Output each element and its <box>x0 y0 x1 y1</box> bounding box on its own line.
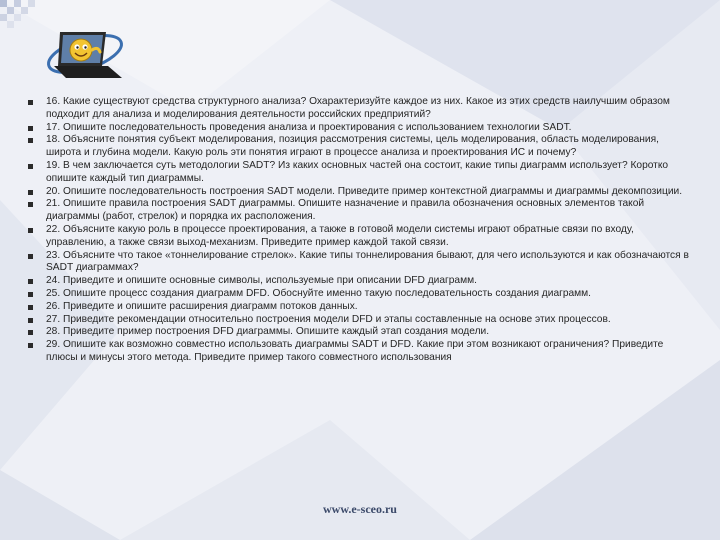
question-text: 28. Приведите пример построения DFD диаграммы. Опишите каждый этап создания модели. <box>46 326 490 338</box>
smiley-laptop-icon <box>40 22 140 84</box>
question-item <box>28 314 692 327</box>
question-item <box>28 96 692 122</box>
square-bullet-icon <box>28 100 33 105</box>
square-bullet-icon <box>28 330 33 335</box>
square-bullet-icon <box>28 305 33 310</box>
question-text: 29. Опишите как возможно совместно использовать диаграммы SADT и DFD. Какие при этом возникают ограничения? Приведите плюсы и минусы этого метода. Приведите пример такого совместного использования <box>46 339 664 363</box>
square-bullet-icon <box>28 228 33 233</box>
question-item <box>28 186 692 199</box>
square-bullet-icon <box>28 254 33 259</box>
question-text: 18. Объясните понятия субъект моделирования, позиция рассмотрения системы, цель моделирования, область моделирования, широта и глубина модели. Какую роль эти понятия играют в процессе анализа и проектирования ИС и почему? <box>46 134 659 159</box>
square-bullet-icon <box>28 126 33 131</box>
corner-checker-pattern <box>0 0 40 30</box>
question-item <box>28 326 692 339</box>
question-text: 17. Опишите последовательность проведения анализа и проектирования с использованием технологии SADT. <box>46 121 572 133</box>
footer-website: www.e-sceo.ru <box>323 502 397 516</box>
question-item <box>28 288 692 301</box>
question-text: 22. Объясните какую роль в процессе проектирования, а также в готовой модели системы играют обратные связи по входу, управлению, а также связи выход-механизм. Приведите пример каждой такой связи. <box>46 223 634 248</box>
square-bullet-icon <box>28 279 33 284</box>
square-bullet-icon <box>28 164 33 169</box>
question-text: 26. Приведите и опишите расширения диаграмм потоков данных. <box>46 300 358 312</box>
square-bullet-icon <box>28 190 33 195</box>
question-text: 20. Опишите последовательность построения SADT модели. Приведите пример контекстной диаграммы и диаграммы декомпозиции. <box>46 185 683 197</box>
square-bullet-icon <box>28 343 33 348</box>
square-bullet-icon <box>28 292 33 297</box>
square-bullet-icon <box>28 138 33 143</box>
question-text: 16. Какие существуют средства структурного анализа? Охарактеризуйте каждое из них. Какое из этих средств наилучшим образом подходит для анализа и моделирования деятельности российских предприятий? <box>46 96 670 120</box>
question-item <box>28 339 692 365</box>
question-item <box>28 160 692 186</box>
question-text: 23. Объясните что такое «тоннелирование стрелок». Какие типы тоннелирования бывают, для чего используются и как обозначаются в SADT диаграммах? <box>46 249 689 274</box>
question-text: 27. Приведите рекомендации относительно построения модели DFD и этапы составленные на основе этих процессов. <box>46 313 611 325</box>
question-item <box>28 250 692 276</box>
questions-list <box>28 96 692 365</box>
question-item <box>28 301 692 314</box>
question-item <box>28 198 692 224</box>
question-text: 21. Опишите правила построения SADT диаграммы. Опишите назначение и правила обозначения основных элементов такой диаграммы (работ, стрелок) и порядка их расположения. <box>46 198 645 223</box>
question-item <box>28 134 692 160</box>
square-bullet-icon <box>28 202 33 207</box>
question-item <box>28 122 692 135</box>
question-text: 24. Приведите и опишите основные символы, используемые при описании DFD диаграмм. <box>46 275 477 287</box>
question-text: 19. В чем заключается суть методологии SADT? Из каких основных частей она состоит, какие типы диаграмм использует? Коротко опишите каждый тип диаграммы. <box>46 159 669 184</box>
question-item <box>28 224 692 250</box>
question-text: 25. Опишите процесс создания диаграмм DFD. Обоснуйте именно такую последовательность создания диаграмм. <box>46 287 591 299</box>
question-item <box>28 275 692 288</box>
square-bullet-icon <box>28 318 33 323</box>
